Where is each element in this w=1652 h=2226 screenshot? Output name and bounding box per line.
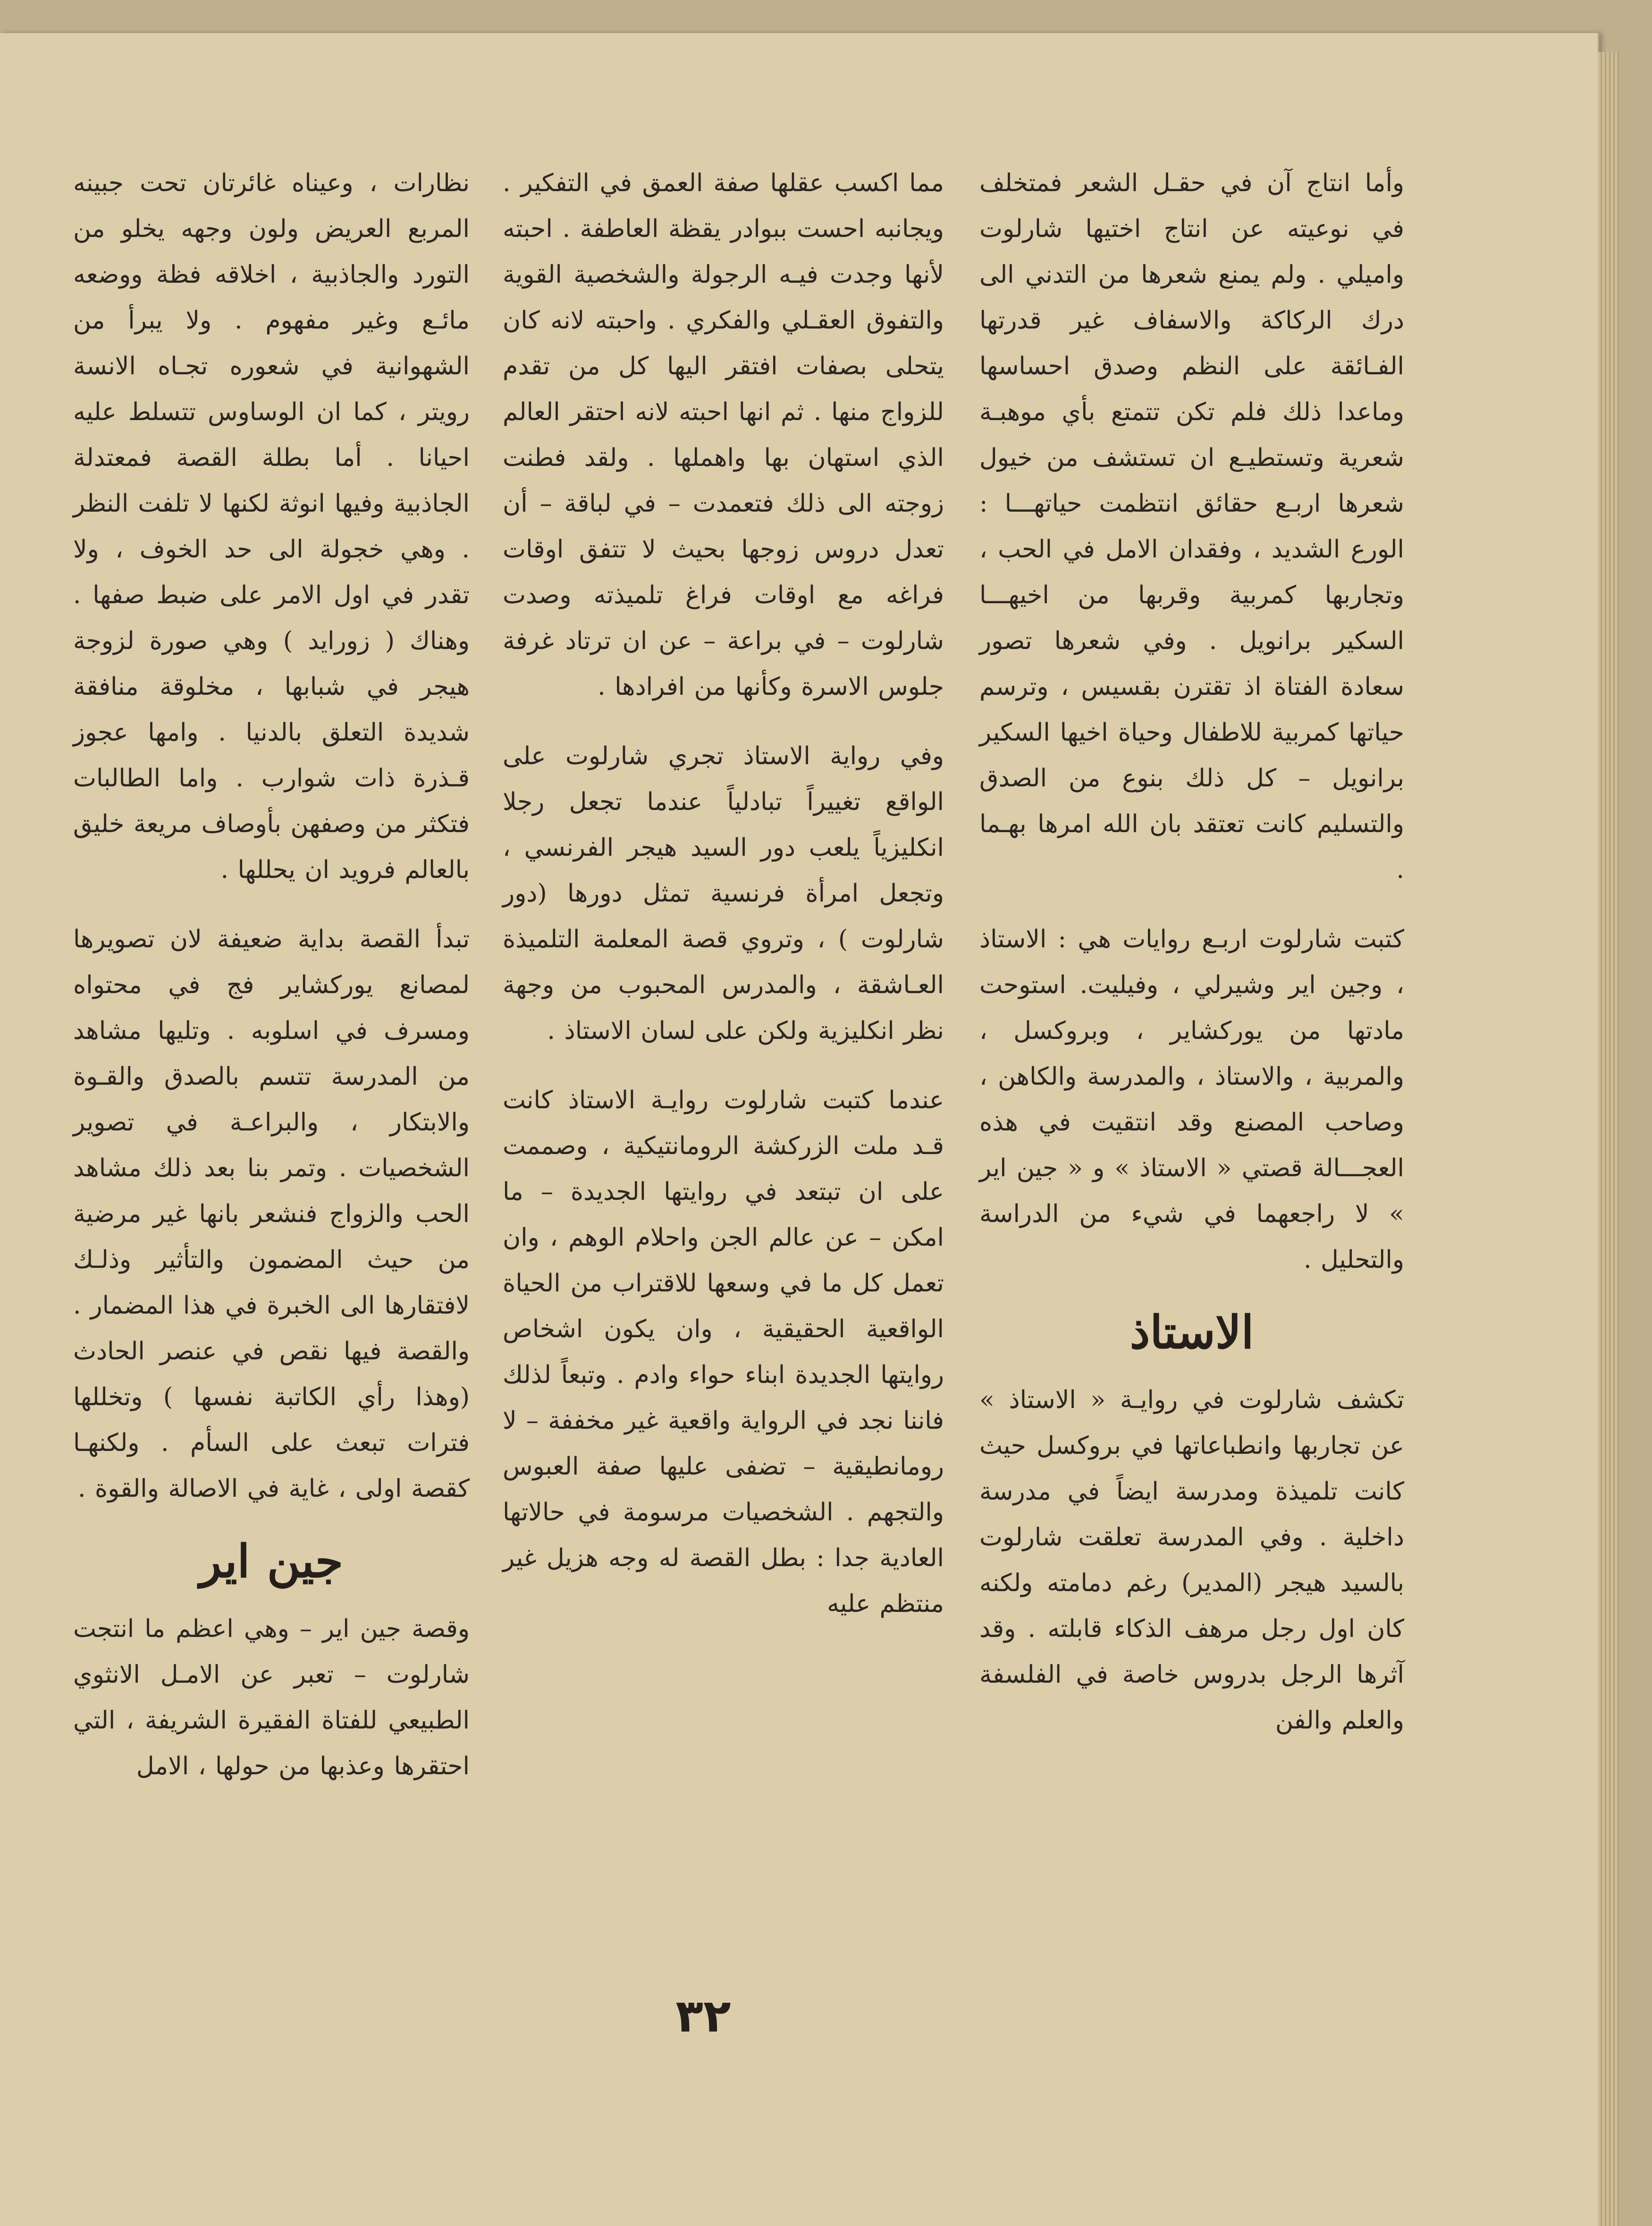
paragraph: عندما كتبت شارلوت روايـة الاستاذ كانت قـد ملت الزركشة الرومانتيكية ، وصممت على ان تبتعد في روايتها الجديدة – ما امكن – عن عالم الجن واحلام الوهم ، وان تعمل كل ما في وسعها للاقتراب من الحياة الواقعية الحقيقية ، وان يكون اشخاص روايتها الجديدة ابناء حواء وادم . وتبعاً لذلك فاننا نجد في الرواية واقعية غير مخففة – لا رومانطيقية – تضفى عليها صفة العبوس والتجهم . الشخصيات مرسومة في حالاتها العادية جدا : بطل القصة له وجه هزيل غير منتظم عليه: [503, 1086, 944, 1618]
section-heading: جين اير: [199, 1535, 344, 1588]
paragraph: وأما انتاج آن في حقـل الشعر فمتخلف في نوعيته عن انتاج اختيها شارلوت واميلي . ولم يمنع شعرها من التدني الى درك الركاكة والاسفاف غير قدرتها الفـائقة على النظم وصدق احساسها وماعدا ذلك فلم تكن تتمتع بأي موهبـة شعرية وتستطيـع ان تستشف من خيول شعرها اربـع حقائق انتظمت حياتهـــا : الورع الشديد ، وفقدان الامل في الحب ، وتجاربها كمربية وقربها من اخيهـــا السكير برانويل . وفي شعرها تصور سعادة الفتاة اذ تقترن بقسيس ، وترسم حياتها كمربية للاطفال وحياة اخيها السكير برانويل – كل ذلك بنوع من الصدق والتسليم كانت تعتقد بان الله امرها بهـما .: [979, 169, 1404, 884]
column-right: [979, 160, 1404, 1744]
paragraph: كتبت شارلوت اربـع روايات هي : الاستاذ ، وجين اير وشيرلي ، وفيليت. استوحت مادتها من يوركشاير ، وبروكسل ، والمربية ، والاستاذ ، والمدرسة والكاهن ، وصاحب المصنع وقد انتقيت في هذه العجـــالة قصتي « الاستاذ » و « جين اير » لا راجعهما في شيء من الدراسة والتحليل .: [979, 925, 1404, 1274]
paragraph: وقصة جين اير – وهي اعظم ما انتجت شارلوت – تعبر عن الامـل الانثوي الطبيعي للفتاة الفقيرة الشريفة ، التي احتقرها وعذبها من حولها ، الامل: [73, 1615, 470, 1780]
column-middle: [503, 160, 944, 1627]
section-heading: الاستاذ: [1129, 1306, 1254, 1359]
page-stack-edge: [1598, 52, 1619, 2226]
paragraph: وفي رواية الاستاذ تجري شارلوت على الواقع تغييراً تبادلياً عندما تجعل رجلا انكليزياً يلعب دور السيد هيجر الفرنسي ، وتجعل امرأة فرنسية تمثل دورها (دور شارلوت ) ، وتروي قصة المعلمة التلميذة العـاشقة ، والمدرس المحبوب من وجهة نظر انكليزية ولكن على لسان الاستاذ .: [503, 742, 944, 1045]
paragraph: تبدأ القصة بداية ضعيفة لان تصويرها لمصانع يوركشاير فج في محتواه ومسرف في اسلوبه . وتليها مشاهد من المدرسة تتسم بالصدق والقـوة والابتكار ، والبراعـة في تصوير الشخصيات . وتمر بنا بعد ذلك مشاهد الحب والزواج فنشعر بانها غير مرضية من حيث المضمون والتأثير وذلـك لافتقارها الى الخبرة في هذا المضمار . والقصة فيها نقص في عنصر الحادث (وهذا رأي الكاتبة نفسها ) وتخللها فترات تبعث على السأم . ولكنهـا كقصة اولى ، غاية في الاصالة والقوة .: [73, 925, 470, 1503]
paragraph: تكشف شارلوت في روايـة « الاستاذ » عن تجاربها وانطباعاتها في بروكسل حيث كانت تلميذة ومدرسة ايضاً في مدرسة داخلية . وفي المدرسة تعلقت شارلوت بالسيد هيجر (المدير) رغم دمامته ولكنه كان اول رجل مرهف الذكاء قابلته . وقد آثرها الرجل بدروس خاصة في الفلسفة والعلم والفن: [979, 1386, 1405, 1735]
paragraph: مما اكسب عقلها صفة العمق في التفكير . ويجانبه احست ببوادر يقظة العاطفة . احبته لأنها وجدت فيـه الرجولة والشخصية القوية والتفوق العقـلي والفكري . واحبته لانه كان يتحلى بصفات افتقر اليها كل من تقدم للزواج منها . ثم انها احبته لانه احتقر العالم الذي استهان بها واهملها . ولقد فطنت زوجته الى ذلك فتعمدت – في لباقة – أن تعدل دروس زوجها بحيث لا تتفق اوقات فراغه مع اوقات فراغ تلميذته وصدت شارلوت – في براعة – عن ان ترتاد غرفة جلوس الاسرة وكأنها من افرادها .: [503, 169, 944, 701]
column-left: [73, 160, 470, 1789]
page-number: ٣٢: [675, 1990, 731, 2042]
paragraph: نظارات ، وعيناه غائرتان تحت جبينه المربع العريض ولون وجهه يخلو من التورد والجاذبية ، اخلاقه فظة ووضعه مائـع وغير مفهوم . ولا يبرأ من الشهوانية في شعوره تجـاه الانسة رويتر ، كما ان الوساوس تتسلط عليه احيانا . أما بطلة القصة فمعتدلة الجاذبية وفيها انوثة لكنها لا تلفت النظر . وهي خجولة الى حد الخوف ، ولا تقدر في اول الامر على ضبط صفها . وهناك ( زورايد ) وهي صورة لزوجة هيجر في شبابها ، مخلوقة منافقة شديدة التعلق بالدنيا . وامها عجوز قـذرة ذات شوارب . واما الطالبات فتكثر من وصفهن بأوصاف مريعة خليق بالعالم فرويد ان يحللها .: [73, 169, 470, 884]
